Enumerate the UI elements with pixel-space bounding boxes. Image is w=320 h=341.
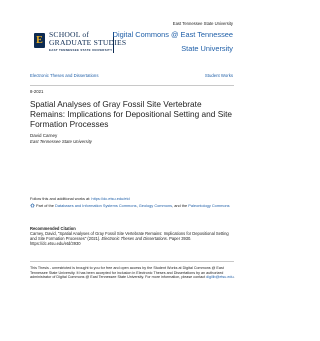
school-name-line1: SCHOOL of xyxy=(49,30,90,39)
paleontology-commons-link[interactable]: Paleontology Commons xyxy=(188,203,230,208)
part-of-sep1: , xyxy=(136,203,139,208)
institution-name: East Tennessee State University xyxy=(172,21,233,26)
citation-text xyxy=(30,231,235,246)
school-name-line3: EAST TENNESSEE STATE UNIVERSITY xyxy=(49,48,113,52)
divider xyxy=(30,85,234,86)
citation-paper: . Paper 3930. https://dc.etsu.edu/etd/3930 xyxy=(30,236,192,246)
footer-end: . xyxy=(233,275,235,280)
digital-commons-link-line2[interactable]: State University xyxy=(181,44,233,53)
digital-commons-link-line1[interactable]: Digital Commons @ East Tennessee xyxy=(112,30,233,39)
follow-line xyxy=(30,196,130,201)
document-title: Spatial Analyses of Gray Fossil Site Vertebrate Remains: Implications for Depositional Setting and Site Formation Processes xyxy=(30,99,232,129)
etsu-logo-icon xyxy=(34,33,45,48)
logo-letter: E xyxy=(36,35,43,46)
part-of-prefix: Part of the xyxy=(36,203,56,208)
databases-commons-link[interactable]: Databases and Information Systems Commons xyxy=(55,203,137,208)
citation-main: Carney, David, "Spatial Analyses of Gray Fossil Site Vertebrate Remains: Implications for Depositional Setting and Site Formation Processes" (2021). xyxy=(30,231,229,241)
student-works-link[interactable]: Student Works xyxy=(204,73,233,78)
citation-series: Electronic Theses and Dissertations xyxy=(101,236,167,241)
author-name: David Carney xyxy=(30,133,58,138)
footer-text: This Thesis - unrestricted is brought to you for free and open access by the Student Works at Digital Commons @ East Tennessee State University. It has been accepted for inclusion in Electronic Theses and Dissertations by an authorized administrator of Digital Commons @ East Tennessee State University. For more information, please contact xyxy=(30,266,224,280)
etd-collection-link[interactable]: Electronic Theses and Dissertations xyxy=(30,73,99,78)
part-of-sep2: , and the xyxy=(172,203,189,208)
geology-commons-link[interactable]: Geology Commons xyxy=(138,203,173,208)
author-affiliation: East Tennessee State University xyxy=(30,139,92,144)
follow-url-link[interactable]: https://dc.etsu.edu/etd xyxy=(91,196,130,201)
open-access-icon xyxy=(30,203,35,208)
citation-heading: Recommended Citation xyxy=(30,226,76,231)
contact-email-link[interactable]: digilib@etsu.edu xyxy=(206,275,234,280)
footer-notice xyxy=(30,266,235,280)
divider xyxy=(30,261,234,262)
school-name-line2: GRADUATE STUDIES xyxy=(49,38,127,47)
follow-text: Follow this and additional works at: xyxy=(30,196,92,201)
part-of-line xyxy=(30,203,235,208)
publication-date: 8-2021 xyxy=(30,89,44,94)
